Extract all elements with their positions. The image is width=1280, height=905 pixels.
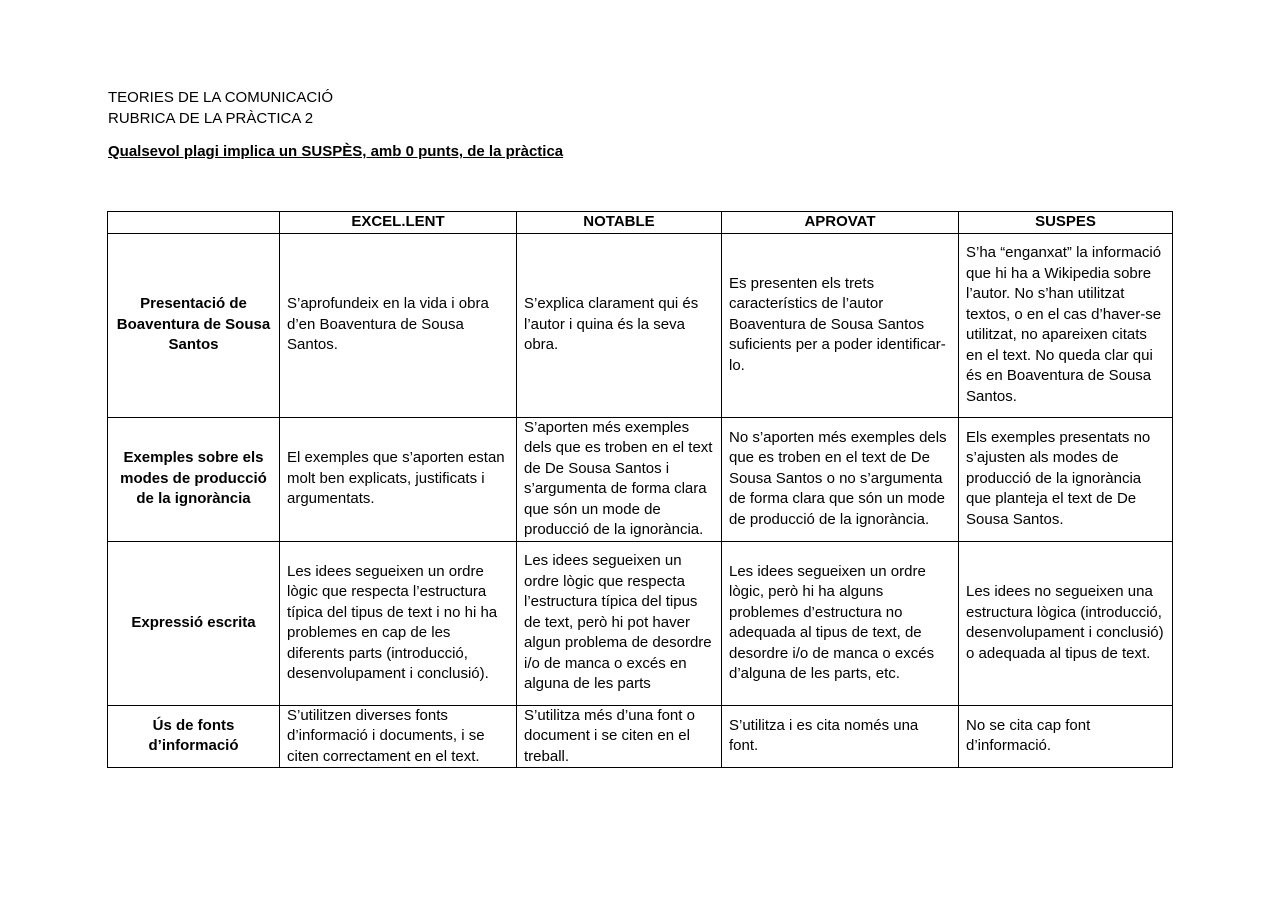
- notable-cell: Les idees segueixen un ordre lògic que respecta l’estructura típica del tipus de text, però hi pot haver algun problema de desordre i/o de manca o excés en alguna de les parts: [517, 541, 722, 705]
- rubric-title: RUBRICA DE LA PRÀCTICA 2: [108, 110, 314, 127]
- course-title: TEORIES DE LA COMUNICACIÓ: [108, 89, 334, 106]
- criterion-cell: Exemples sobre els modes de producció de la ignorància: [108, 417, 280, 541]
- rubric-header-row: [108, 212, 1173, 234]
- table-row: [108, 541, 1173, 705]
- aprovat-cell: Les idees segueixen un ordre lògic, però hi ha alguns problemes d’estructura no adequada al tipus de text, de desordre i/o de manca o excés d’alguna de les parts, etc.: [722, 541, 959, 705]
- plagiarism-notice: Qualsevol plagi implica un SUSPÈS, amb 0 punts, de la pràctica: [108, 143, 564, 160]
- header-suspes: SUSPES: [959, 212, 1173, 234]
- suspes-cell: S’ha “enganxat” la informació que hi ha a Wikipedia sobre l’autor. No s’han utilitzat textos, o en el cas d’haver-se utilitzat, no apareixen citats en el text. No queda clar qui és en Boaventura de Sousa Santos.: [959, 233, 1173, 417]
- header-excellent: EXCEL.LENT: [280, 212, 517, 234]
- table-row: [108, 705, 1173, 768]
- header-aprovat: APROVAT: [722, 212, 959, 234]
- header-notable: NOTABLE: [517, 212, 722, 234]
- aprovat-cell: Es presenten els trets característics de l’autor Boaventura de Sousa Santos suficients per a poder identificar-lo.: [722, 233, 959, 417]
- criterion-cell: Presentació de Boaventura de Sousa Santos: [108, 233, 280, 417]
- suspes-cell: Les idees no segueixen una estructura lògica (introducció, desenvolupament i conclusió) o adequada al tipus de text.: [959, 541, 1173, 705]
- aprovat-cell: S’utilitza i es cita només una font.: [722, 705, 959, 768]
- header-criterion: [108, 212, 280, 234]
- notable-cell: S’utilitza més d’una font o document i se citen en el treball.: [517, 705, 722, 768]
- excellent-cell: El exemples que s’aporten estan molt ben explicats, justificats i argumentats.: [280, 417, 517, 541]
- notable-cell: S’aporten més exemples dels que es troben en el text de De Sousa Santos i s’argumenta de forma clara que són un mode de producció de la ignorància.: [517, 417, 722, 541]
- excellent-cell: S’utilitzen diverses fonts d’informació i documents, i se citen correctament en el text.: [280, 705, 517, 768]
- rubric-table: [107, 211, 1173, 768]
- suspes-cell: No se cita cap font d’informació.: [959, 705, 1173, 768]
- excellent-cell: S’aprofundeix en la vida i obra d’en Boaventura de Sousa Santos.: [280, 233, 517, 417]
- criterion-cell: Ús de fonts d’informació: [108, 705, 280, 768]
- criterion-cell: Expressió escrita: [108, 541, 280, 705]
- table-row: [108, 417, 1173, 541]
- aprovat-cell: No s’aporten més exemples dels que es troben en el text de De Sousa Santos o no s’argumenta de forma clara que són un mode de producció de la ignorància.: [722, 417, 959, 541]
- notable-cell: S’explica clarament qui és l’autor i quina és la seva obra.: [517, 233, 722, 417]
- excellent-cell: Les idees segueixen un ordre lògic que respecta l’estructura típica del tipus de text i no hi ha problemes en cap de les diferents parts (introducció, desenvolupament i conclusió).: [280, 541, 517, 705]
- suspes-cell: Els exemples presentats no s’ajusten als modes de producció de la ignorància que planteja el text de De Sousa Santos.: [959, 417, 1173, 541]
- document-heading: [108, 87, 333, 129]
- table-row: [108, 233, 1173, 417]
